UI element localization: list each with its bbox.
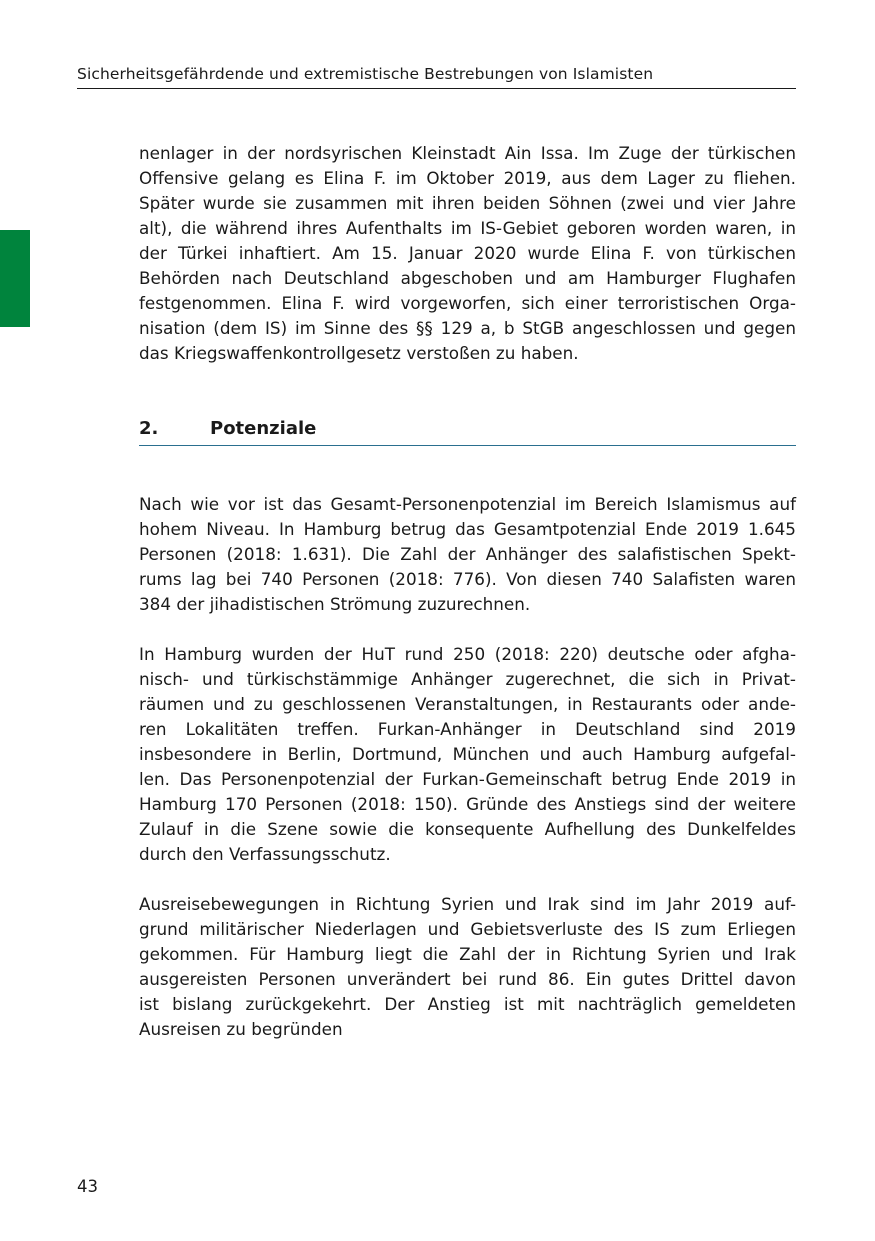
paragraph-line: Ausreisebewegungen in Richtung Syrien und Irak sind im Jahr 2019 auf- [139,894,796,914]
paragraph-line: der Türkei inhaftiert. Am 15. Januar 2020 wurde Elina F. von türkischen [139,243,796,263]
paragraph-line: nisch- und türkischstämmige Anhänger zugerechnet, die sich in Privat- [139,669,796,689]
paragraph-line: Behörden nach Deutschland abgeschoben und am Hamburger Flughafen [139,268,796,288]
page-number: 43 [77,1177,98,1196]
paragraph-line: rums lag bei 740 Personen (2018: 776). Von diesen 740 Salafisten waren [139,569,796,589]
paragraph-line: das Kriegswaffenkontrollgesetz verstoßen zu haben. [139,343,579,363]
paragraph-line: grund militärischer Niederlagen und Gebietsverluste des IS zum Erliegen [139,919,796,939]
paragraph-hut-furkan [139,642,796,867]
intro-paragraph [139,141,796,366]
chapter-side-marker [0,230,30,327]
paragraph-line: 384 der jihadistischen Strömung zuzurechnen. [139,594,531,614]
paragraph-line: insbesondere in Berlin, Dortmund, München und auch Hamburg aufgefal- [139,744,796,764]
paragraph-line: festgenommen. Elina F. wird vorgeworfen, sich einer terroristischen Orga- [139,293,796,313]
paragraph-line: Personen (2018: 1.631). Die Zahl der Anhänger des salafistischen Spekt- [139,544,796,564]
paragraph-line: len. Das Personenpotenzial der Furkan-Gemeinschaft betrug Ende 2019 in [139,769,796,789]
paragraph-line: räumen und zu geschlossenen Veranstaltungen, in Restaurants oder ande- [139,694,796,714]
paragraph-line: alt), die während ihres Aufenthalts im IS-Gebiet geboren worden waren, in [139,218,796,238]
paragraph-line: ren Lokalitäten treffen. Furkan-Anhänger in Deutschland sind 2019 [139,719,796,739]
paragraph-line: ausgereisten Personen unverändert bei rund 86. Ein gutes Drittel davon [139,969,796,989]
paragraph-line: nenlager in der nordsyrischen Kleinstadt Ain Issa. Im Zuge der türkischen [139,143,796,163]
running-header: Sicherheitsgefährdende und extremistische Bestrebungen von Islamisten [77,64,796,89]
paragraph-departures [139,892,796,1042]
section-heading [139,417,796,446]
paragraph-line: Zulauf in die Szene sowie die konsequente Aufhellung des Dunkelfeldes [139,819,796,839]
section-number: 2. [139,418,159,439]
paragraph-line: Nach wie vor ist das Gesamt-Personenpotenzial im Bereich Islamismus auf [139,494,796,514]
paragraph-line: Später wurde sie zusammen mit ihren beiden Söhnen (zwei und vier Jahre [139,193,796,213]
paragraph-line: In Hamburg wurden der HuT rund 250 (2018: 220) deutsche oder afgha- [139,644,796,664]
paragraph-line: Offensive gelang es Elina F. im Oktober 2019, aus dem Lager zu fliehen. [139,168,796,188]
paragraph-potential-overview [139,492,796,617]
paragraph-line: Hamburg 170 Personen (2018: 150). Gründe des Anstiegs sind der weitere [139,794,796,814]
section-title: Potenziale [210,418,317,439]
paragraph-line: hohem Niveau. In Hamburg betrug das Gesamtpotenzial Ende 2019 1.645 [139,519,796,539]
paragraph-line: Ausreisen zu begründen [139,1019,343,1039]
page-content [139,141,796,1042]
paragraph-line: nisation (dem IS) im Sinne des §§ 129 a, b StGB angeschlossen und gegen [139,318,796,338]
paragraph-line: durch den Verfassungsschutz. [139,844,391,864]
paragraph-line: gekommen. Für Hamburg liegt die Zahl der in Richtung Syrien und Irak [139,944,796,964]
paragraph-line: ist bislang zurückgekehrt. Der Anstieg ist mit nachträglich gemeldeten [139,994,796,1014]
